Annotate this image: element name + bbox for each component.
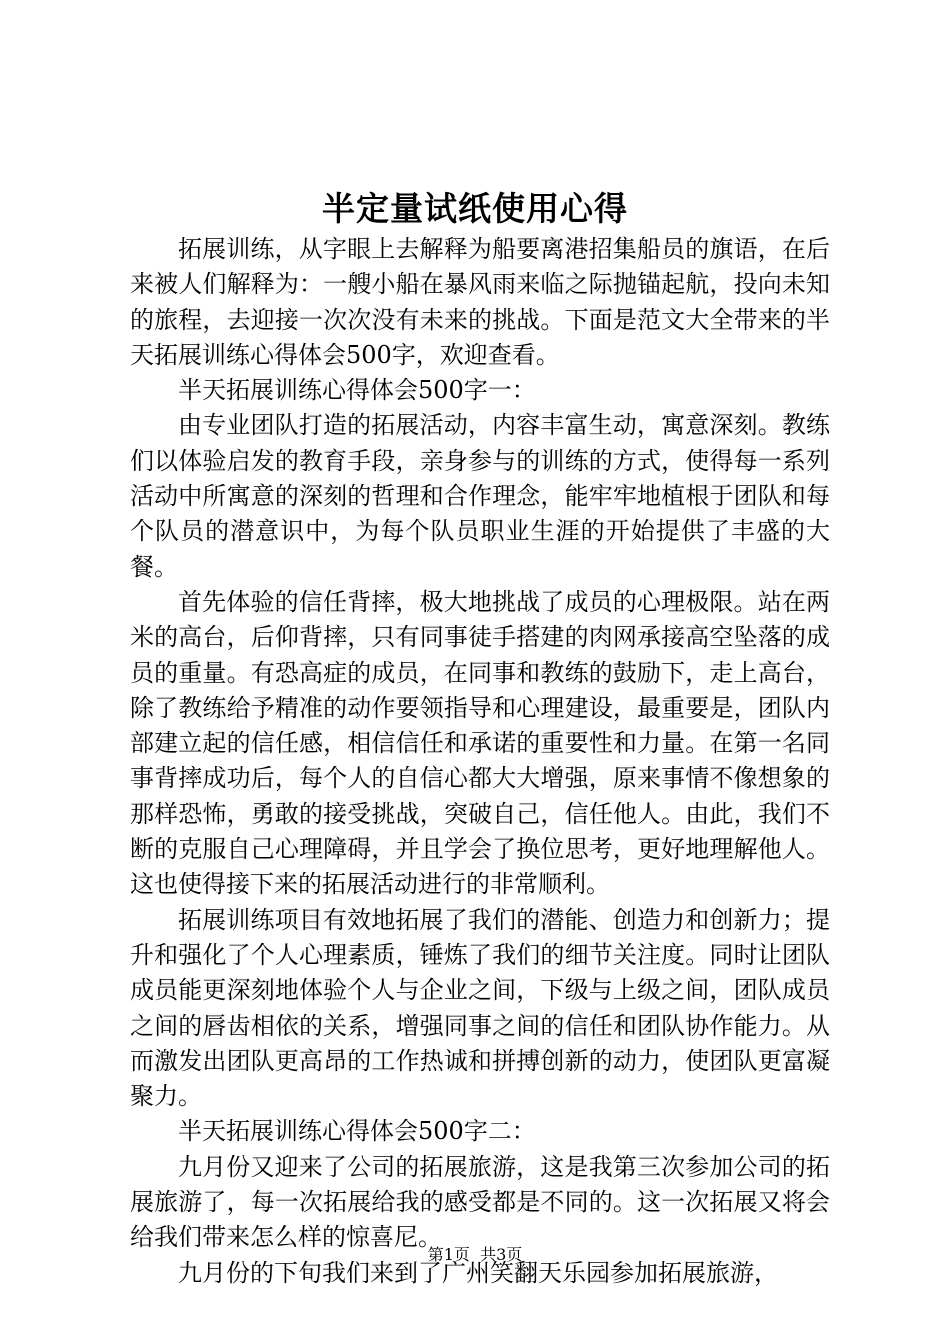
paragraph-trust-fall: 首先体验的信任背摔，极大地挑战了成员的心理极限。站在两米的高台，后仰背摔，只有同事徒手搭建的肉网承接高空坠落的成员的重量。有恐高症的成员，在同事和教练的鼓励下，走上高台，除了教练给予精准的动作要领指导和心理建设，最重要是，团队内部建立起的信任感，相信信任和承诺的重要性和力量。在第一名同事背摔成功后，每个人的自信心都大大增强，原来事情不像想象的那样恐怖，勇敢的接受挑战，突破自己，信任他人。由此，我们不断的克服自己心理障碍，并且学会了换位思考，更好地理解他人。这也使得接下来的拓展活动进行的非常顺利。	[130, 587, 830, 899]
paragraph-training-benefits: 拓展训练项目有效地拓展了我们的潜能、创造力和创新力；提升和强化了个人心理素质，锤炼了我们的细节关注度。同时让团队成员能更深刻地体验个人与企业之间，下级与上级之间，团队成员之间的唇齿相依的关系，增强同事之间的信任和团队协作能力。从而激发出团队更高昂的工作热诚和拼搏创新的动力，使团队更富凝聚力。	[130, 905, 830, 1111]
document-body	[130, 232, 830, 1291]
document-title: 半定量试纸使用心得	[322, 189, 628, 228]
paragraph-guangzhou: 九月份的下旬我们来到了广州笑翻天乐园参加拓展旅游，	[178, 1258, 778, 1287]
section-heading-two: 半天拓展训练心得体会500字二：	[178, 1117, 536, 1146]
section-heading-one: 半天拓展训练心得体会500字一：	[178, 376, 536, 405]
page-footer	[0, 1244, 950, 1266]
paragraph-team-activity: 由专业团队打造的拓展活动，内容丰富生动，寓意深刻。教练们以体验启发的教育手段，亲身参与的训练的方式，使得每一系列活动中所寓意的深刻的哲理和合作理念，能牢牢地植根于团队和每个队员的潜意识中，为每个队员职业生涯的开始提供了丰盛的大餐。	[130, 411, 830, 581]
paragraph-intro: 拓展训练，从字眼上去解释为船要离港招集船员的旗语，在后来被人们解释为：一艘小船在暴风雨来临之际抛锚起航，投向未知的旅程，去迎接一次次没有未来的挑战。下面是范文大全带来的半天拓展训练心得体会500字，欢迎查看。	[130, 235, 830, 369]
page-number: 第1页 共3页	[427, 1245, 523, 1264]
paragraph-september-trip: 九月份又迎来了公司的拓展旅游，这是我第三次参加公司的拓展旅游了，每一次拓展给我的感受都是不同的。这一次拓展又将会给我们带来怎么样的惊喜尼。	[130, 1152, 830, 1252]
